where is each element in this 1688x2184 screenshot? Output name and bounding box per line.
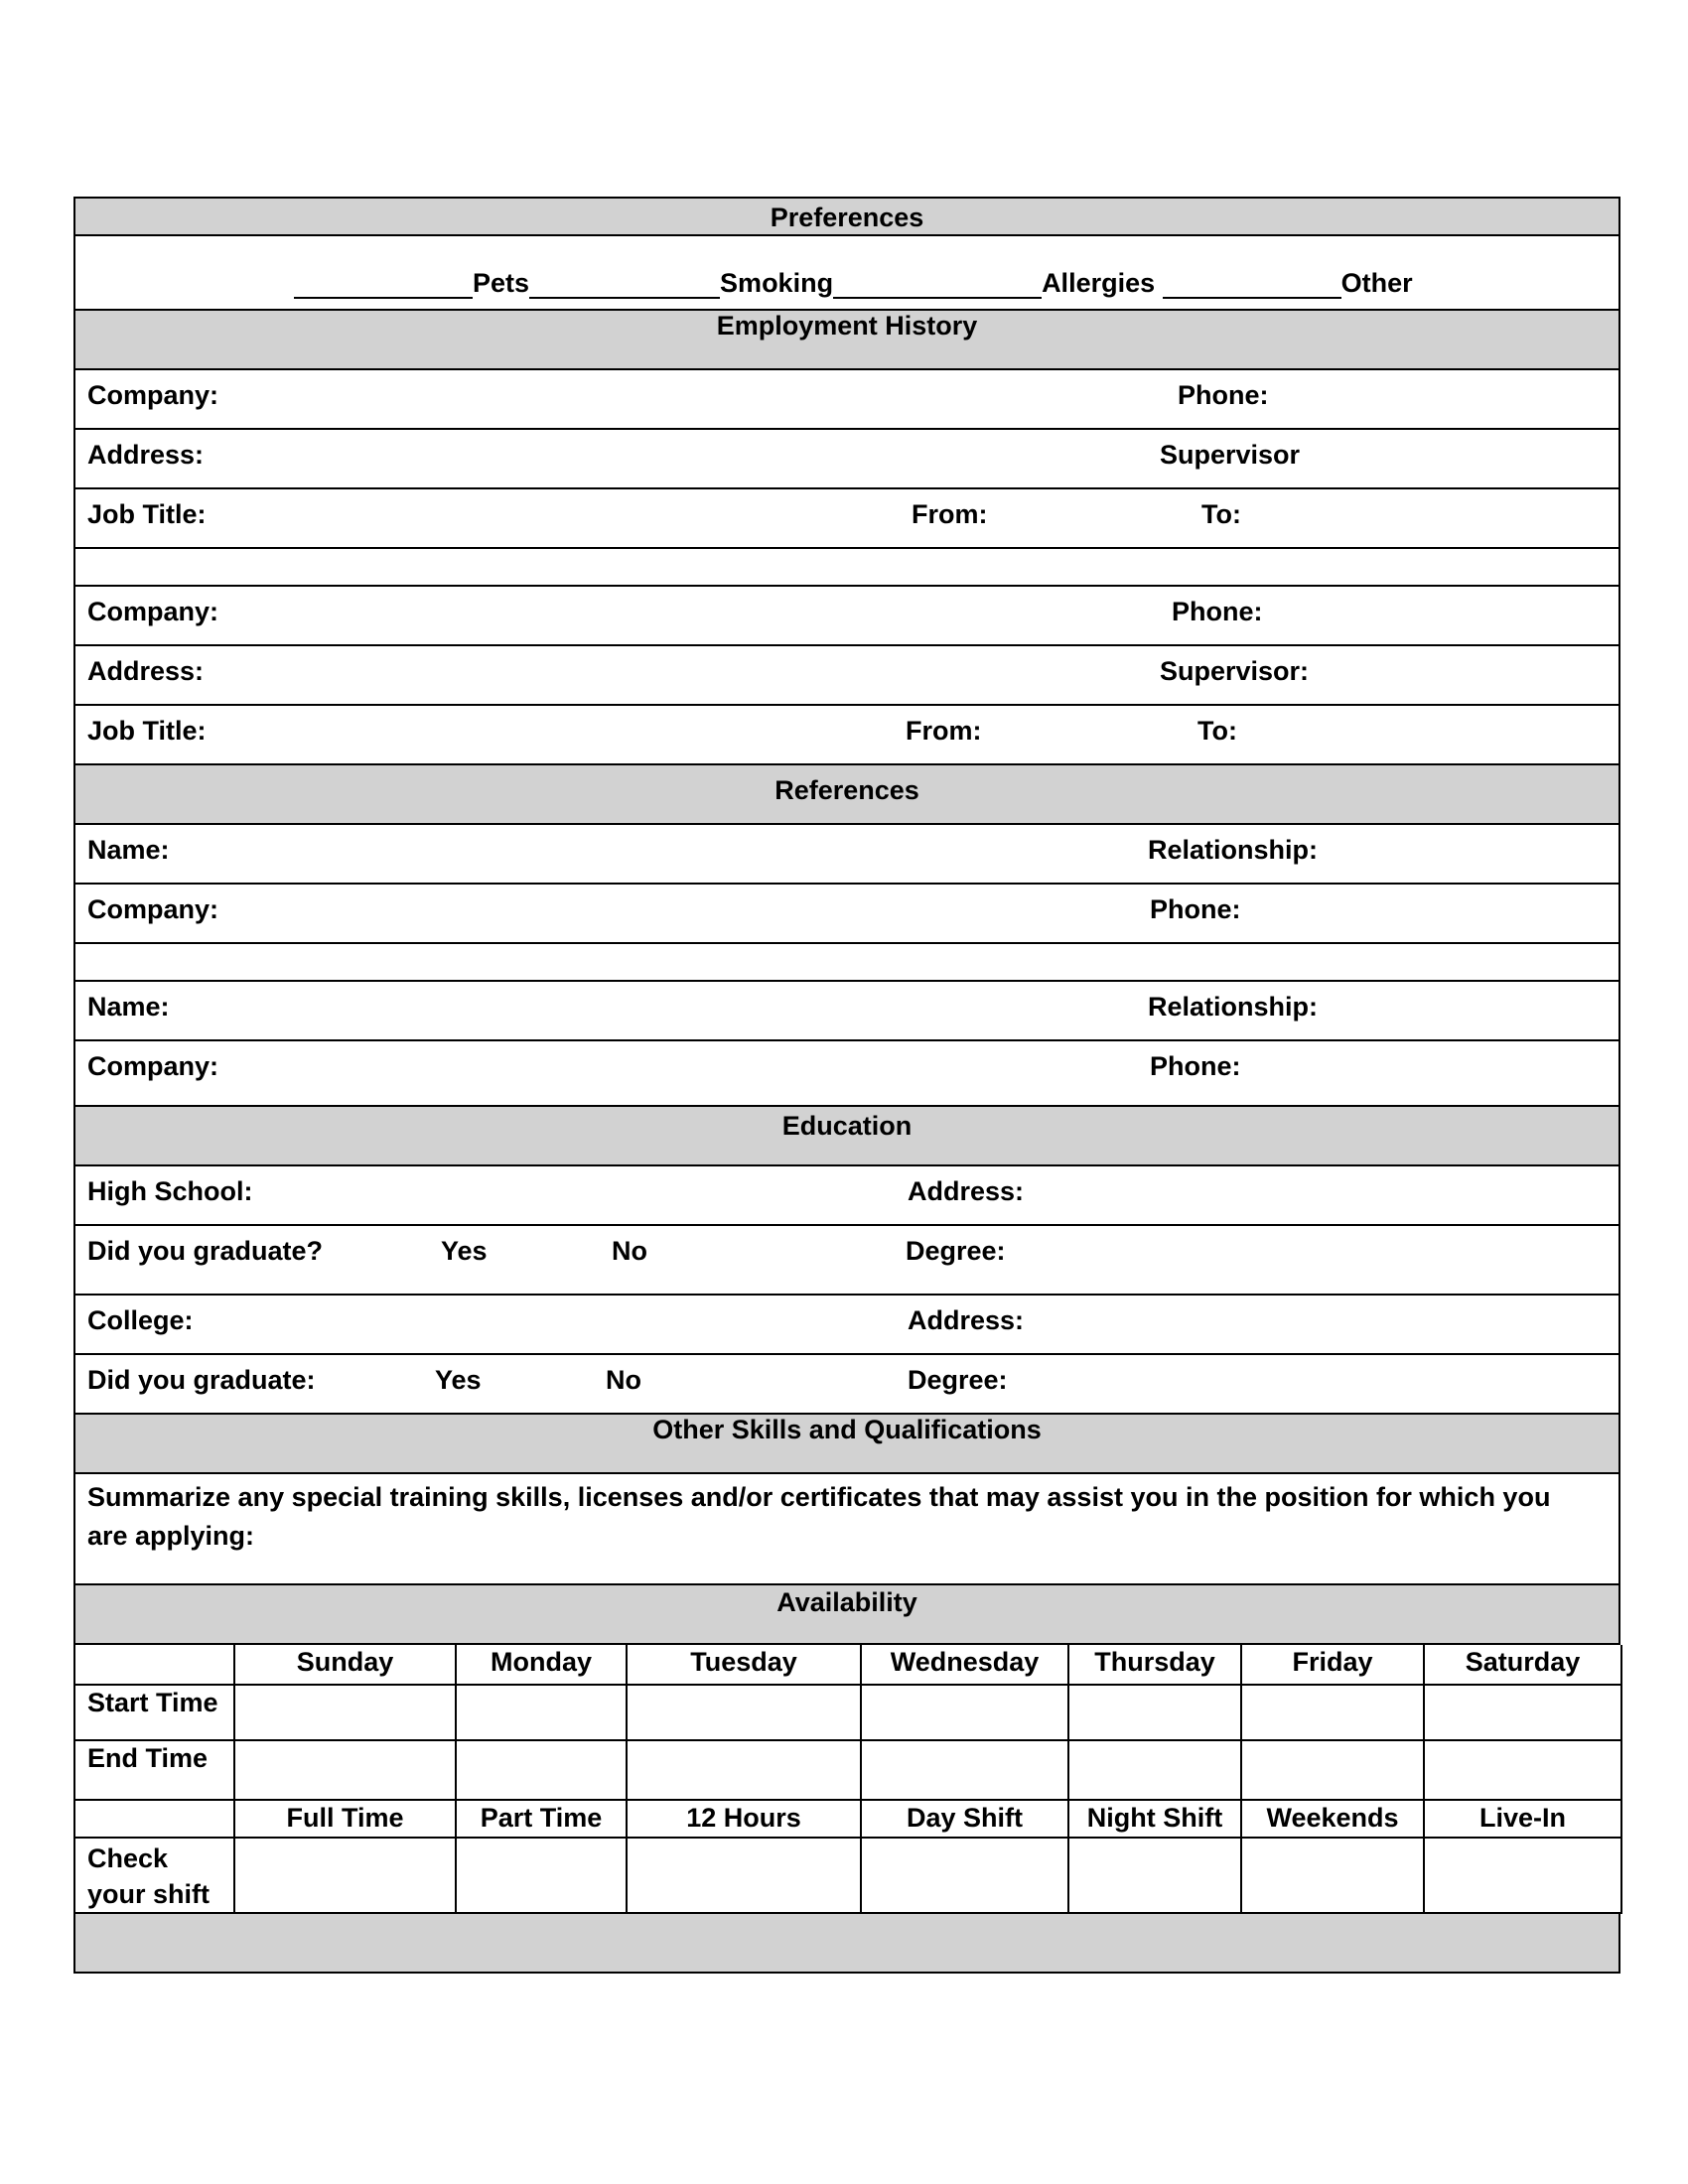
education-header bbox=[73, 1107, 1620, 1166]
yes-option[interactable]: Yes bbox=[441, 1236, 488, 1266]
shifts-header-row bbox=[74, 1800, 1621, 1838]
from-label: From: bbox=[912, 499, 988, 529]
employment-address-row[interactable] bbox=[73, 646, 1620, 706]
reference-company-row[interactable] bbox=[73, 1041, 1620, 1107]
day-friday: Friday bbox=[1241, 1645, 1424, 1685]
phone-label: Phone: bbox=[1178, 380, 1269, 410]
college-row[interactable] bbox=[73, 1296, 1620, 1355]
preferences-title: Preferences bbox=[770, 203, 924, 232]
shift-full-time: Full Time bbox=[234, 1800, 456, 1838]
supervisor-label: Supervisor: bbox=[1160, 656, 1310, 686]
end-time-cell[interactable] bbox=[1241, 1740, 1424, 1800]
start-time-row bbox=[74, 1685, 1621, 1740]
relationship-label: Relationship: bbox=[1148, 835, 1319, 865]
skills-title: Other Skills and Qualifications bbox=[652, 1415, 1042, 1444]
end-time-cell[interactable] bbox=[1068, 1740, 1241, 1800]
preferences-options bbox=[294, 268, 1413, 299]
application-form bbox=[73, 197, 1620, 1974]
employment-title: Employment History bbox=[716, 311, 978, 341]
spacer-row bbox=[73, 944, 1620, 982]
employment-company-row[interactable] bbox=[73, 587, 1620, 646]
phone-label: Phone: bbox=[1172, 597, 1263, 626]
day-thursday: Thursday bbox=[1068, 1645, 1241, 1685]
college-graduate-row[interactable] bbox=[73, 1355, 1620, 1415]
references-title: References bbox=[774, 775, 919, 805]
day-sunday: Sunday bbox=[234, 1645, 456, 1685]
hs-graduate-row[interactable] bbox=[73, 1226, 1620, 1296]
relationship-label: Relationship: bbox=[1148, 992, 1319, 1022]
pref-smoking: Smoking bbox=[720, 268, 834, 298]
graduate-question: Did you graduate? bbox=[87, 1236, 324, 1266]
check-shift-label: Check your shift bbox=[74, 1838, 234, 1913]
corner-cell bbox=[74, 1645, 234, 1685]
shift-check-cell[interactable] bbox=[1068, 1838, 1241, 1913]
start-time-cell[interactable] bbox=[627, 1685, 861, 1740]
pets-blank[interactable] bbox=[294, 271, 473, 299]
reference-name-row[interactable] bbox=[73, 825, 1620, 885]
shift-day-shift: Day Shift bbox=[861, 1800, 1068, 1838]
name-label: Name: bbox=[87, 835, 170, 865]
other-blank[interactable] bbox=[1163, 271, 1341, 299]
footer-bar bbox=[73, 1914, 1620, 1974]
reference-company-row[interactable] bbox=[73, 885, 1620, 944]
start-time-label: Start Time bbox=[74, 1685, 234, 1740]
address-label: Address: bbox=[87, 440, 205, 470]
phone-label: Phone: bbox=[1150, 1051, 1241, 1081]
company-label: Company: bbox=[87, 894, 219, 924]
pref-pets: Pets bbox=[473, 268, 530, 298]
day-tuesday: Tuesday bbox=[627, 1645, 861, 1685]
job-title-label: Job Title: bbox=[87, 716, 207, 746]
end-time-cell[interactable] bbox=[1424, 1740, 1621, 1800]
start-time-cell[interactable] bbox=[861, 1685, 1068, 1740]
skills-prompt: Summarize any special training skills, licenses and/or certificates that may assist you in the position for which you are applying: bbox=[87, 1482, 1551, 1551]
end-time-cell[interactable] bbox=[861, 1740, 1068, 1800]
start-time-cell[interactable] bbox=[234, 1685, 456, 1740]
employment-job-row[interactable] bbox=[73, 706, 1620, 765]
shift-check-cell[interactable] bbox=[861, 1838, 1068, 1913]
shift-check-cell[interactable] bbox=[456, 1838, 627, 1913]
start-time-cell[interactable] bbox=[456, 1685, 627, 1740]
allergies-blank[interactable] bbox=[833, 271, 1042, 299]
yes-option[interactable]: Yes bbox=[435, 1365, 482, 1395]
shift-check-cell[interactable] bbox=[1241, 1838, 1424, 1913]
phone-label: Phone: bbox=[1150, 894, 1241, 924]
availability-title: Availability bbox=[776, 1587, 917, 1617]
employment-header bbox=[73, 311, 1620, 370]
employment-job-row[interactable] bbox=[73, 489, 1620, 549]
from-label: From: bbox=[906, 716, 982, 746]
day-saturday: Saturday bbox=[1424, 1645, 1621, 1685]
graduate-question: Did you graduate: bbox=[87, 1365, 316, 1395]
job-title-label: Job Title: bbox=[87, 499, 207, 529]
shift-check-cell[interactable] bbox=[627, 1838, 861, 1913]
no-option[interactable]: No bbox=[612, 1236, 647, 1266]
shift-night-shift: Night Shift bbox=[1068, 1800, 1241, 1838]
pref-other: Other bbox=[1340, 268, 1413, 298]
employment-company-row[interactable] bbox=[73, 370, 1620, 430]
shift-part-time: Part Time bbox=[456, 1800, 627, 1838]
preferences-header bbox=[73, 197, 1620, 236]
reference-name-row[interactable] bbox=[73, 982, 1620, 1041]
shift-check-cell[interactable] bbox=[1424, 1838, 1621, 1913]
shift-12-hours: 12 Hours bbox=[627, 1800, 861, 1838]
address-label: Address: bbox=[908, 1305, 1025, 1335]
check-shift-row bbox=[74, 1838, 1621, 1913]
smoking-blank[interactable] bbox=[529, 271, 720, 299]
college-label: College: bbox=[87, 1305, 194, 1335]
degree-label: Degree: bbox=[906, 1236, 1006, 1266]
start-time-cell[interactable] bbox=[1068, 1685, 1241, 1740]
end-time-cell[interactable] bbox=[456, 1740, 627, 1800]
address-label: Address: bbox=[908, 1176, 1025, 1206]
shift-check-cell[interactable] bbox=[234, 1838, 456, 1913]
availability-table bbox=[73, 1645, 1622, 1914]
to-label: To: bbox=[1201, 499, 1241, 529]
no-option[interactable]: No bbox=[606, 1365, 641, 1395]
days-header-row bbox=[74, 1645, 1621, 1685]
shift-weekends: Weekends bbox=[1241, 1800, 1424, 1838]
end-time-row bbox=[74, 1740, 1621, 1800]
shift-live-in: Live-In bbox=[1424, 1800, 1621, 1838]
start-time-cell[interactable] bbox=[1424, 1685, 1621, 1740]
pref-allergies: Allergies bbox=[1042, 268, 1156, 298]
end-time-label: End Time bbox=[74, 1740, 234, 1800]
address-label: Address: bbox=[87, 656, 205, 686]
supervisor-label: Supervisor bbox=[1160, 440, 1301, 470]
day-wednesday: Wednesday bbox=[861, 1645, 1068, 1685]
to-label: To: bbox=[1197, 716, 1237, 746]
skills-header bbox=[73, 1415, 1620, 1474]
end-time-cell[interactable] bbox=[627, 1740, 861, 1800]
day-monday: Monday bbox=[456, 1645, 627, 1685]
preferences-row bbox=[73, 236, 1620, 311]
high-school-label: High School: bbox=[87, 1176, 253, 1206]
company-label: Company: bbox=[87, 1051, 219, 1081]
spacer-row bbox=[73, 549, 1620, 587]
high-school-row[interactable] bbox=[73, 1166, 1620, 1226]
skills-row[interactable] bbox=[73, 1474, 1620, 1585]
employment-address-row[interactable] bbox=[73, 430, 1620, 489]
start-time-cell[interactable] bbox=[1241, 1685, 1424, 1740]
company-label: Company: bbox=[87, 597, 219, 626]
education-title: Education bbox=[781, 1111, 913, 1141]
company-label: Company: bbox=[87, 380, 219, 410]
corner-cell bbox=[74, 1800, 234, 1838]
name-label: Name: bbox=[87, 992, 170, 1022]
degree-label: Degree: bbox=[908, 1365, 1008, 1395]
availability-header bbox=[73, 1585, 1620, 1645]
end-time-cell[interactable] bbox=[234, 1740, 456, 1800]
references-header bbox=[73, 765, 1620, 825]
